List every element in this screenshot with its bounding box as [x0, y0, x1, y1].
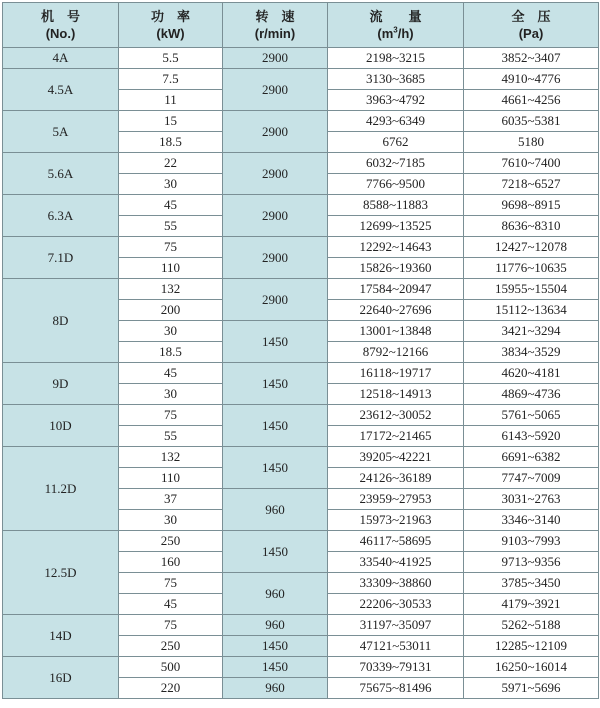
power-cell: 160: [119, 552, 223, 573]
speed-cell: 1450: [223, 321, 328, 363]
power-cell: 55: [119, 426, 223, 447]
flow-cell: 17172~21465: [328, 426, 464, 447]
power-cell: 500: [119, 657, 223, 678]
pressure-cell: 15112~13634: [464, 300, 599, 321]
pressure-cell: 3852~3407: [464, 48, 599, 69]
pressure-cell: 4910~4776: [464, 69, 599, 90]
model-cell: 7.1D: [3, 237, 119, 279]
power-cell: 11: [119, 90, 223, 111]
power-cell: 30: [119, 321, 223, 342]
flow-cell: 3130~3685: [328, 69, 464, 90]
flow-cell: 22206~30533: [328, 594, 464, 615]
pressure-cell: 6035~5381: [464, 111, 599, 132]
table-row: [3, 48, 599, 69]
pressure-cell: 3346~3140: [464, 510, 599, 531]
flow-cell: 4293~6349: [328, 111, 464, 132]
table-row: [3, 447, 599, 468]
pressure-cell: 4620~4181: [464, 363, 599, 384]
header-pressure: 全 压 (Pa): [464, 3, 599, 48]
power-cell: 250: [119, 636, 223, 657]
flow-cell: 31197~35097: [328, 615, 464, 636]
speed-cell: 1450: [223, 657, 328, 678]
pressure-cell: 5761~5065: [464, 405, 599, 426]
table-row: [3, 153, 599, 174]
pressure-cell: 7218~6527: [464, 174, 599, 195]
power-cell: 37: [119, 489, 223, 510]
pressure-cell: 6691~6382: [464, 447, 599, 468]
power-cell: 220: [119, 678, 223, 699]
speed-cell: 2900: [223, 48, 328, 69]
power-cell: 18.5: [119, 342, 223, 363]
flow-cell: 33309~38860: [328, 573, 464, 594]
header-model: 机 号 (No.): [3, 3, 119, 48]
pressure-cell: 7747~7009: [464, 468, 599, 489]
pressure-cell: 5971~5696: [464, 678, 599, 699]
power-cell: 45: [119, 195, 223, 216]
pressure-cell: 7610~7400: [464, 153, 599, 174]
table-row: [3, 615, 599, 636]
table-row: [3, 363, 599, 384]
power-cell: 75: [119, 615, 223, 636]
pressure-cell: 12285~12109: [464, 636, 599, 657]
speed-cell: 1450: [223, 447, 328, 489]
flow-cell: 47121~53011: [328, 636, 464, 657]
table-row: [3, 279, 599, 300]
flow-cell: 46117~58695: [328, 531, 464, 552]
power-cell: 45: [119, 363, 223, 384]
table-row: [3, 657, 599, 678]
speed-cell: 960: [223, 678, 328, 699]
flow-cell: 33540~41925: [328, 552, 464, 573]
speed-cell: 1450: [223, 405, 328, 447]
model-cell: 12.5D: [3, 531, 119, 615]
speed-cell: 2900: [223, 195, 328, 237]
model-cell: 4A: [3, 48, 119, 69]
power-cell: 22: [119, 153, 223, 174]
pressure-cell: 6143~5920: [464, 426, 599, 447]
model-cell: 10D: [3, 405, 119, 447]
flow-cell: 23959~27953: [328, 489, 464, 510]
pressure-cell: 9698~8915: [464, 195, 599, 216]
speed-cell: 960: [223, 615, 328, 636]
flow-cell: 3963~4792: [328, 90, 464, 111]
flow-cell: 6032~7185: [328, 153, 464, 174]
speed-cell: 2900: [223, 279, 328, 321]
pressure-cell: 11776~10635: [464, 258, 599, 279]
power-cell: 132: [119, 279, 223, 300]
flow-cell: 15973~21963: [328, 510, 464, 531]
speed-cell: 960: [223, 489, 328, 531]
model-cell: 14D: [3, 615, 119, 657]
flow-cell: 22640~27696: [328, 300, 464, 321]
table-row: [3, 405, 599, 426]
table-row: [3, 111, 599, 132]
flow-cell: 7766~9500: [328, 174, 464, 195]
model-cell: 8D: [3, 279, 119, 363]
flow-cell: 39205~42221: [328, 447, 464, 468]
power-cell: 30: [119, 174, 223, 195]
power-cell: 75: [119, 405, 223, 426]
table-row: [3, 531, 599, 552]
power-cell: 7.5: [119, 69, 223, 90]
speed-cell: 960: [223, 573, 328, 615]
flow-cell: 12699~13525: [328, 216, 464, 237]
flow-cell: 8792~12166: [328, 342, 464, 363]
power-cell: 15: [119, 111, 223, 132]
header-row: [3, 3, 599, 48]
table-row: [3, 69, 599, 90]
flow-cell: 15826~19360: [328, 258, 464, 279]
power-cell: 250: [119, 531, 223, 552]
power-cell: 75: [119, 237, 223, 258]
power-cell: 55: [119, 216, 223, 237]
pressure-cell: 4869~4736: [464, 384, 599, 405]
power-cell: 5.5: [119, 48, 223, 69]
header-speed: 转 速 (r/min): [223, 3, 328, 48]
table-row: [3, 237, 599, 258]
pressure-cell: 3031~2763: [464, 489, 599, 510]
model-cell: 11.2D: [3, 447, 119, 531]
pressure-cell: 15955~15504: [464, 279, 599, 300]
flow-cell: 23612~30052: [328, 405, 464, 426]
speed-cell: 1450: [223, 531, 328, 573]
header-power: 功 率 (kW): [119, 3, 223, 48]
pressure-cell: 4661~4256: [464, 90, 599, 111]
flow-cell: 70339~79131: [328, 657, 464, 678]
fan-spec-table: [2, 2, 599, 699]
power-cell: 75: [119, 573, 223, 594]
model-cell: 9D: [3, 363, 119, 405]
flow-cell: 12518~14913: [328, 384, 464, 405]
speed-cell: 2900: [223, 111, 328, 153]
pressure-cell: 3834~3529: [464, 342, 599, 363]
power-cell: 110: [119, 468, 223, 489]
pressure-cell: 3785~3450: [464, 573, 599, 594]
fan-spec-table-container: [2, 2, 599, 699]
pressure-cell: 3421~3294: [464, 321, 599, 342]
power-cell: 30: [119, 384, 223, 405]
power-cell: 110: [119, 258, 223, 279]
pressure-cell: 5262~5188: [464, 615, 599, 636]
pressure-cell: 16250~16014: [464, 657, 599, 678]
pressure-cell: 5180: [464, 132, 599, 153]
speed-cell: 1450: [223, 636, 328, 657]
speed-cell: 2900: [223, 237, 328, 279]
flow-cell: 24126~36189: [328, 468, 464, 489]
header-flow: 流 量 $(m^3/h)$: [328, 3, 464, 48]
model-cell: 16D: [3, 657, 119, 699]
power-cell: 30: [119, 510, 223, 531]
flow-cell: 75675~81496: [328, 678, 464, 699]
table-body: [3, 48, 599, 699]
pressure-cell: 8636~8310: [464, 216, 599, 237]
flow-cell: 8588~11883: [328, 195, 464, 216]
power-cell: 200: [119, 300, 223, 321]
pressure-cell: 9103~7993: [464, 531, 599, 552]
flow-cell: 16118~19717: [328, 363, 464, 384]
flow-cell: 13001~13848: [328, 321, 464, 342]
model-cell: 6.3A: [3, 195, 119, 237]
speed-cell: 1450: [223, 363, 328, 405]
speed-cell: 2900: [223, 153, 328, 195]
pressure-cell: 12427~12078: [464, 237, 599, 258]
power-cell: 45: [119, 594, 223, 615]
flow-cell: 12292~14643: [328, 237, 464, 258]
flow-cell: 6762: [328, 132, 464, 153]
pressure-cell: 4179~3921: [464, 594, 599, 615]
pressure-cell: 9713~9356: [464, 552, 599, 573]
table-row: [3, 195, 599, 216]
power-cell: 18.5: [119, 132, 223, 153]
power-cell: 132: [119, 447, 223, 468]
speed-cell: 2900: [223, 69, 328, 111]
flow-cell: 17584~20947: [328, 279, 464, 300]
model-cell: 5A: [3, 111, 119, 153]
flow-cell: 2198~3215: [328, 48, 464, 69]
model-cell: 5.6A: [3, 153, 119, 195]
model-cell: 4.5A: [3, 69, 119, 111]
